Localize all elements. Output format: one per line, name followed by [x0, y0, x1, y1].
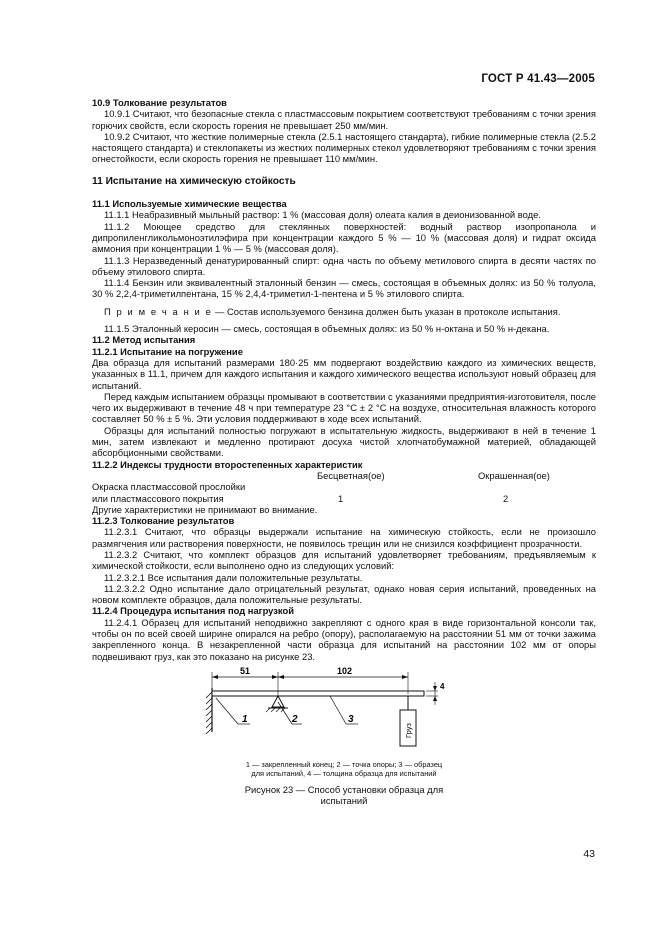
- callout-1: 1: [242, 713, 248, 725]
- section-11-2-4-title: 11.2.4 Процедура испытания под нагрузкой: [92, 605, 294, 617]
- column-header-colorless: Бесцветная(ое): [317, 469, 385, 481]
- callout-2: 2: [292, 713, 298, 725]
- paragraph-11-2-3-1: 11.2.3.1 Считают, что образцы выдержали испытание на химическую стойкость, если не произошло размягчения или растворения поверхности, не появилось трещин или не снизился коэффициент прозрачности.: [92, 526, 596, 549]
- row-label-line1: Окраска пластмассовой прослойки: [92, 481, 246, 493]
- figure-title-line1: Рисунок 23 — Способ установки образца для: [244, 783, 444, 795]
- figure-title-line2: испытаний: [320, 795, 368, 807]
- clamp-hatching: [206, 692, 212, 734]
- value-tinted: 2: [503, 492, 509, 504]
- figure-caption-line2: для испытаний, 4 — толщина образца для испытаний: [251, 769, 437, 779]
- figure-caption-line1: 1 — закрепленный конец; 2 — точка опоры; 3 — образец: [245, 759, 443, 769]
- row-label-line2: или пластмассового покрытия: [92, 492, 224, 504]
- support-triangle: [272, 696, 284, 707]
- paragraph-10-9-2: 10.9.2 Считают, что жесткие полимерные стекла (2.5.1 настоящего стандарта), гибкие полимерные стекла (2.5.2 настоящего стандарта) и стеклопакеты из жестких полимерных стекол удовлетворяют требованиям с точки зрения огнестойкости, если скорость горения не превышает 110 мм/мин.: [92, 130, 596, 165]
- paragraph-11-2-2-after: Другие характеристики не принимают во внимание.: [92, 503, 318, 515]
- section-11-2-title: 11.2 Метод испытания: [92, 334, 196, 346]
- note-text: — Состав используемого бензина должен быть указан в протоколе испытания.: [212, 305, 561, 317]
- dimension-51: 51: [240, 665, 251, 676]
- paragraph-11-2-3-2-2: 11.2.3.2.2 Одно испытание дало отрицательный результат, однако новая серия испытаний, проведенных на новом комплекте образцов, дала положительные результаты.: [92, 582, 596, 606]
- figure-title: [92, 784, 596, 807]
- cantilever-diagram: [92, 666, 596, 758]
- table-row-values: [92, 493, 596, 504]
- dimension-102: 102: [337, 665, 353, 676]
- dimension-thickness: 4: [440, 681, 445, 691]
- note-11-1-4: [92, 306, 596, 317]
- paragraph-11-2-4-1: 11.2.4.1 Образец для испытаний неподвижно закрепляют с одного края в виде горизонтальной консоли так, чтобы он по всей своей ширине опирался на ребро (опору), располагаемую на расстоянии 51 мм от точки зажима закрепленного конца. В незакрепленной части образца для испытаний на расстоянии 102 мм от опоры подвешивают груз, как это показано на рисунке 23.: [92, 616, 596, 662]
- paragraph-11-1-1: 11.1.1 Неабразивный мыльный раствор: 1 % (массовая доля) олеата калия в деионизованной воде.: [104, 209, 541, 221]
- value-colorless: 1: [338, 492, 344, 504]
- section-11-2-1-title: 11.2.1 Испытание на погружение: [92, 345, 243, 357]
- paragraph-11-1-4: 11.1.4 Бензин или эквивалентный эталонный бензин — смесь, состоящая в объемных долях: из 50 % толуола, 30 % 2,2,4-триметилпентана, 15 % 2,4,4-триметил-1-пентена и 5 % этилового спирта.: [92, 277, 596, 300]
- paragraph-11-2-1-b: Перед каждым испытанием образцы промывают в соответствии с указаниями предприятия-изготовителя, после чего их выдерживают в течение 48 ч при температуре 23 °С ± 2 °С на воздухе, относительная влажность которого составляет 50 % ± 5 %. Эти условия поддерживают в ходе всех испытаний.: [92, 390, 596, 425]
- column-header-tinted: Окрашенная(ое): [478, 469, 550, 481]
- table-header-row: [92, 470, 596, 481]
- weight-label: Груз: [404, 723, 413, 738]
- note-label: П р и м е ч а н и е: [104, 305, 213, 317]
- paragraph-11-2-1-c: Образцы для испытаний полностью погружают в испытательную жидкость, выдерживают в ней в течение 1 мин, затем извлекают и медленно протирают досуха чистой хлопчатобумажной материей, обладающей абсорбционными свойствами.: [92, 424, 596, 459]
- section-11-2-2-title: 11.2.2 Индексы трудности второстепенных характеристик: [92, 458, 363, 470]
- section-10-9-title: 10.9 Толкование результатов: [92, 97, 227, 108]
- page-number: 43: [583, 848, 595, 860]
- paragraph-11-1-3: 11.1.3 Неразведенный денатурированный спирт: одна часть по объему метилового спирта в десяти частях по объему этилового спирта.: [92, 254, 596, 277]
- page-header-standard: ГОСТ Р 41.43—2005: [481, 73, 595, 85]
- section-11-2-3-title: 11.2.3 Толкование результатов: [92, 515, 235, 527]
- paragraph-11-2-1-a: Два образца для испытаний размерами 180·25 мм подвергают воздействию каждого из химических веществ, указанных в 11.1, причем для каждого испытания и каждого химического вещества используют новый образец для испытаний.: [92, 356, 596, 391]
- section-11-1-title: 11.1 Используемые химические вещества: [92, 198, 287, 210]
- paragraph-11-1-5: 11.1.5 Эталонный керосин — смесь, состоящая в объемных долях: из 50 % н-октана и 50 % н-декана.: [104, 323, 550, 335]
- figure-23-diagram: [92, 666, 596, 758]
- paragraph-11-2-3-2-1: 11.2.3.2.1 Все испытания дали положительные результаты.: [104, 571, 363, 583]
- paragraph-10-9-1: 10.9.1 Считают, что безопасные стекла с пластмассовым покрытием соответствуют требованиям с точки зрения горючих свойств, если скорость горения не превышает 250 мм/мин.: [92, 108, 596, 131]
- table-row-label: [92, 481, 596, 492]
- specimen-bar: [212, 691, 424, 696]
- paragraph-11-2-3-2: 11.2.3.2 Считают, что комплект образцов для испытаний удовлетворяет требованиям, предъявляемым к химической стойкости, если выполнено одно из следующих условий:: [92, 548, 596, 572]
- figure-caption: [92, 760, 596, 779]
- document-body: [92, 97, 596, 806]
- callout-3: 3: [348, 713, 354, 725]
- section-11-title: 11 Испытание на химическую стойкость: [92, 175, 296, 187]
- paragraph-11-1-2: 11.1.2 Моющее средство для стеклянных поверхностей: водный раствор изопропанола и дипропиленгликольмоноэтилэфира при концентрации каждого 5 % — 10 % (массовая доля) и гидрат оксида аммония при концентрации 1 % — 5 % (массовая доля).: [92, 220, 596, 255]
